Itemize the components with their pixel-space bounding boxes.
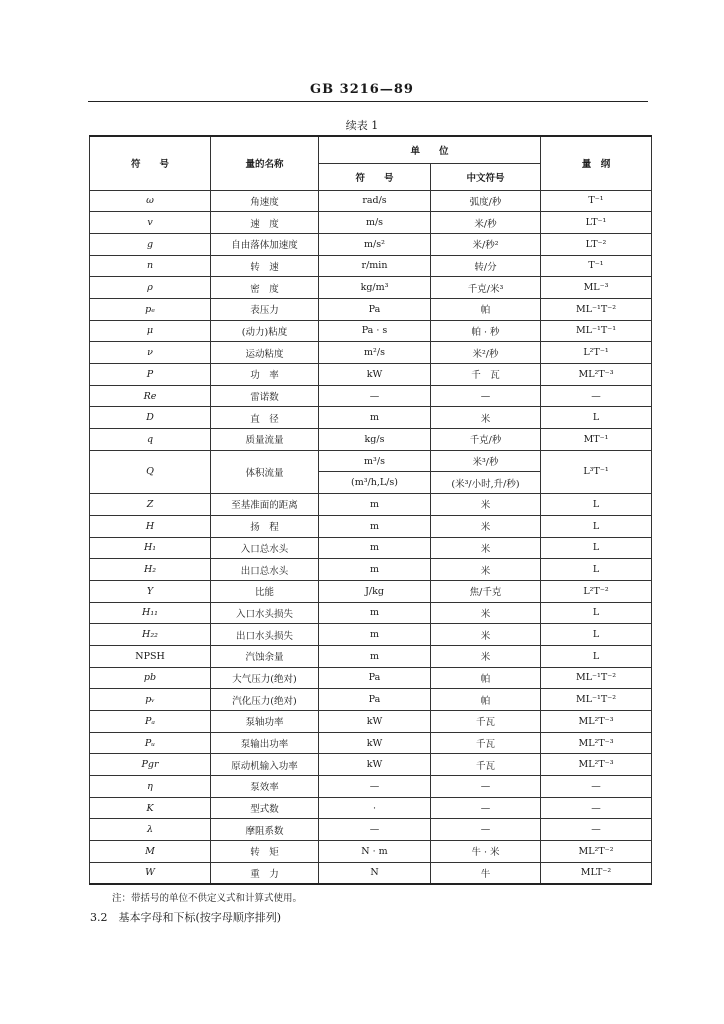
- quantity-table: [89, 135, 652, 885]
- unit-cn-cell: 米³/秒: [431, 450, 541, 472]
- dimension-cell: L: [541, 494, 652, 516]
- symbol-cell: H₂₂: [90, 624, 211, 646]
- symbol-cell: ν: [90, 342, 211, 364]
- dimension-cell: MT⁻¹: [541, 429, 652, 451]
- table-row: [90, 320, 652, 342]
- header-dimension: 量 纲: [541, 136, 652, 190]
- unit-cn-cell: 千 瓦: [431, 364, 541, 386]
- unit-cn-cell: 米: [431, 602, 541, 624]
- dimension-cell: ML²T⁻²: [541, 841, 652, 863]
- table-row: [90, 559, 652, 581]
- name-cell: 比能: [211, 580, 319, 602]
- name-cell: 汽化压力(绝对): [211, 689, 319, 711]
- unit-cn-cell: 帕 · 秒: [431, 320, 541, 342]
- unit-cell: m: [319, 645, 431, 667]
- dimension-cell: ML²T⁻³: [541, 732, 652, 754]
- table-row: [90, 602, 652, 624]
- symbol-cell: M: [90, 841, 211, 863]
- symbol-cell: K: [90, 797, 211, 819]
- header-symbol: 符 号: [90, 136, 211, 190]
- unit-cell: m: [319, 602, 431, 624]
- dimension-cell: ML²T⁻³: [541, 364, 652, 386]
- unit-cn-cell: 帕: [431, 689, 541, 711]
- dimension-cell: L: [541, 602, 652, 624]
- unit-cell: Pa: [319, 298, 431, 320]
- unit-cn-cell: 牛 · 米: [431, 841, 541, 863]
- unit-cn-cell: 米²/秒: [431, 342, 541, 364]
- symbol-cell: D: [90, 407, 211, 429]
- unit-cell: m²/s: [319, 342, 431, 364]
- unit-cell: kW: [319, 711, 431, 733]
- unit-cn-cell: 米: [431, 645, 541, 667]
- name-cell: 转 矩: [211, 841, 319, 863]
- symbol-cell: NPSH: [90, 645, 211, 667]
- dimension-cell: L: [541, 559, 652, 581]
- name-cell: 雷诺数: [211, 385, 319, 407]
- symbol-cell: ρ: [90, 277, 211, 299]
- unit-cn-cell: —: [431, 385, 541, 407]
- dimension-cell: —: [541, 385, 652, 407]
- unit-cell: ·: [319, 797, 431, 819]
- standard-header: GB 3216—89: [310, 82, 414, 97]
- symbol-cell: ω: [90, 190, 211, 212]
- unit-cell: m: [319, 624, 431, 646]
- table-row: [90, 277, 652, 299]
- unit-cell: —: [319, 385, 431, 407]
- symbol-cell: H₁: [90, 537, 211, 559]
- table-row: [90, 298, 652, 320]
- dimension-cell: L: [541, 645, 652, 667]
- table-row: [90, 515, 652, 537]
- section-heading: 3.2 基本字母和下标(按字母顺序排列): [90, 911, 282, 924]
- table-row: [90, 624, 652, 646]
- unit-cn-cell: 千瓦: [431, 711, 541, 733]
- symbol-cell: pb: [90, 667, 211, 689]
- name-cell: 角速度: [211, 190, 319, 212]
- table-row: [90, 407, 652, 429]
- name-cell: 出口水头损失: [211, 624, 319, 646]
- header-unit-cn: 中文符号: [431, 163, 541, 190]
- table-row: [90, 190, 652, 212]
- unit-cn-cell: 千克/米³: [431, 277, 541, 299]
- unit-cn-cell: 帕: [431, 667, 541, 689]
- unit-cell: m³/s: [319, 450, 431, 472]
- table-row: [90, 645, 652, 667]
- unit-cn-cell: 米: [431, 515, 541, 537]
- unit-cell: kW: [319, 364, 431, 386]
- name-cell: 密 度: [211, 277, 319, 299]
- unit-cell: kg/s: [319, 429, 431, 451]
- unit-cell: m: [319, 537, 431, 559]
- name-cell: 原动机输入功率: [211, 754, 319, 776]
- unit-cn-cell: 米: [431, 624, 541, 646]
- symbol-cell: H₁₁: [90, 602, 211, 624]
- dimension-cell: T⁻¹: [541, 190, 652, 212]
- unit-cell: m: [319, 407, 431, 429]
- table-note: 注：带括号的单位不供定义式和计算式使用。: [112, 893, 303, 904]
- symbol-cell: Z: [90, 494, 211, 516]
- name-cell: 入口水头损失: [211, 602, 319, 624]
- symbol-cell: η: [90, 776, 211, 798]
- dimension-cell: ML⁻¹T⁻²: [541, 689, 652, 711]
- name-cell: 摩阻系数: [211, 819, 319, 841]
- unit-cell: m: [319, 494, 431, 516]
- header-unit: 单 位: [319, 136, 541, 163]
- dimension-cell: L³T⁻¹: [541, 450, 652, 493]
- header-name: 量的名称: [211, 136, 319, 190]
- unit-cell: m: [319, 515, 431, 537]
- name-cell: 质量流量: [211, 429, 319, 451]
- name-cell: 速 度: [211, 212, 319, 234]
- unit-cell: Pa: [319, 667, 431, 689]
- table-row: [90, 364, 652, 386]
- table-row: [90, 255, 652, 277]
- unit-cn-cell: 米: [431, 537, 541, 559]
- dimension-cell: ML⁻¹T⁻²: [541, 298, 652, 320]
- symbol-cell: Re: [90, 385, 211, 407]
- unit-cell: —: [319, 819, 431, 841]
- unit-cell: N: [319, 862, 431, 884]
- symbol-cell: Pᵤ: [90, 732, 211, 754]
- table-row: [90, 494, 652, 516]
- dimension-cell: ML²T⁻³: [541, 711, 652, 733]
- unit-cell: r/min: [319, 255, 431, 277]
- unit-cn-cell: —: [431, 819, 541, 841]
- name-cell: 直 径: [211, 407, 319, 429]
- dimension-cell: L: [541, 515, 652, 537]
- name-cell: 转 速: [211, 255, 319, 277]
- unit-cn-cell: 弧度/秒: [431, 190, 541, 212]
- symbol-cell: q: [90, 429, 211, 451]
- dimension-cell: L: [541, 537, 652, 559]
- table-row: [90, 862, 652, 884]
- dimension-cell: L²T⁻²: [541, 580, 652, 602]
- unit-cn-cell: 米/秒: [431, 212, 541, 234]
- symbol-cell: P: [90, 364, 211, 386]
- dimension-cell: T⁻¹: [541, 255, 652, 277]
- table-row: [90, 385, 652, 407]
- table-row: [90, 689, 652, 711]
- dimension-cell: —: [541, 819, 652, 841]
- name-cell: 入口总水头: [211, 537, 319, 559]
- dimension-cell: MLT⁻²: [541, 862, 652, 884]
- unit-cell: (m³/h,L/s): [319, 472, 431, 494]
- unit-cn-cell: 焦/千克: [431, 580, 541, 602]
- table-row: [90, 212, 652, 234]
- name-cell: 型式数: [211, 797, 319, 819]
- unit-cell: Pa · s: [319, 320, 431, 342]
- name-cell: 扬 程: [211, 515, 319, 537]
- table-row: [90, 841, 652, 863]
- table-row: [90, 776, 652, 798]
- dimension-cell: L²T⁻¹: [541, 342, 652, 364]
- table-row: [90, 342, 652, 364]
- unit-cn-cell: 千克/秒: [431, 429, 541, 451]
- unit-cell: —: [319, 776, 431, 798]
- symbol-cell: Q: [90, 450, 211, 493]
- table-row: [90, 732, 652, 754]
- symbol-cell: pₑ: [90, 298, 211, 320]
- symbol-cell: g: [90, 233, 211, 255]
- unit-cell: m/s: [319, 212, 431, 234]
- name-cell: 泵轴功率: [211, 711, 319, 733]
- header-unit-symbol: 符 号: [319, 163, 431, 190]
- symbol-cell: v: [90, 212, 211, 234]
- dimension-cell: ML⁻³: [541, 277, 652, 299]
- unit-cell: Pa: [319, 689, 431, 711]
- unit-cell: kW: [319, 732, 431, 754]
- unit-cn-cell: 千瓦: [431, 754, 541, 776]
- unit-cell: kW: [319, 754, 431, 776]
- symbol-cell: n: [90, 255, 211, 277]
- name-cell: 大气压力(绝对): [211, 667, 319, 689]
- name-cell: 汽蚀余量: [211, 645, 319, 667]
- dimension-cell: LT⁻²: [541, 233, 652, 255]
- table-row: [90, 667, 652, 689]
- symbol-cell: μ: [90, 320, 211, 342]
- unit-cell: rad/s: [319, 190, 431, 212]
- table-row: [90, 233, 652, 255]
- unit-cn-cell: (米³/小时,升/秒): [431, 472, 541, 494]
- symbol-cell: Pₐ: [90, 711, 211, 733]
- dimension-cell: ML⁻¹T⁻¹: [541, 320, 652, 342]
- unit-cell: J/kg: [319, 580, 431, 602]
- table-body: [90, 190, 652, 884]
- unit-cell: m: [319, 559, 431, 581]
- dimension-cell: —: [541, 797, 652, 819]
- dimension-cell: L: [541, 407, 652, 429]
- name-cell: 出口总水头: [211, 559, 319, 581]
- name-cell: 重 力: [211, 862, 319, 884]
- unit-cell: kg/m³: [319, 277, 431, 299]
- table-row: [90, 819, 652, 841]
- unit-cn-cell: 米: [431, 407, 541, 429]
- name-cell: 至基准面的距离: [211, 494, 319, 516]
- name-cell: 功 率: [211, 364, 319, 386]
- table-row: [90, 537, 652, 559]
- symbol-cell: Pgr: [90, 754, 211, 776]
- symbol-cell: λ: [90, 819, 211, 841]
- table-row: [90, 754, 652, 776]
- unit-cn-cell: 千瓦: [431, 732, 541, 754]
- name-cell: 运动粘度: [211, 342, 319, 364]
- dimension-cell: LT⁻¹: [541, 212, 652, 234]
- symbol-cell: H: [90, 515, 211, 537]
- table-row: [90, 711, 652, 733]
- unit-cell: N · m: [319, 841, 431, 863]
- unit-cn-cell: —: [431, 776, 541, 798]
- unit-cn-cell: —: [431, 797, 541, 819]
- table-row: [90, 450, 652, 472]
- unit-cn-cell: 帕: [431, 298, 541, 320]
- dimension-cell: —: [541, 776, 652, 798]
- header-rule: [88, 101, 648, 102]
- name-cell: 体积流量: [211, 450, 319, 493]
- name-cell: 泵输出功率: [211, 732, 319, 754]
- table-caption: 续表 1: [345, 119, 379, 132]
- name-cell: 泵效率: [211, 776, 319, 798]
- table-row: [90, 797, 652, 819]
- unit-cn-cell: 转/分: [431, 255, 541, 277]
- unit-cn-cell: 米/秒²: [431, 233, 541, 255]
- unit-cn-cell: 米: [431, 494, 541, 516]
- dimension-cell: ML⁻¹T⁻²: [541, 667, 652, 689]
- symbol-cell: W: [90, 862, 211, 884]
- name-cell: (动力)粘度: [211, 320, 319, 342]
- symbol-cell: pᵥ: [90, 689, 211, 711]
- symbol-cell: H₂: [90, 559, 211, 581]
- name-cell: 自由落体加速度: [211, 233, 319, 255]
- unit-cn-cell: 米: [431, 559, 541, 581]
- table-row: [90, 429, 652, 451]
- unit-cell: m/s²: [319, 233, 431, 255]
- name-cell: 表压力: [211, 298, 319, 320]
- table-row: [90, 580, 652, 602]
- dimension-cell: ML²T⁻³: [541, 754, 652, 776]
- unit-cn-cell: 牛: [431, 862, 541, 884]
- symbol-cell: Y: [90, 580, 211, 602]
- dimension-cell: L: [541, 624, 652, 646]
